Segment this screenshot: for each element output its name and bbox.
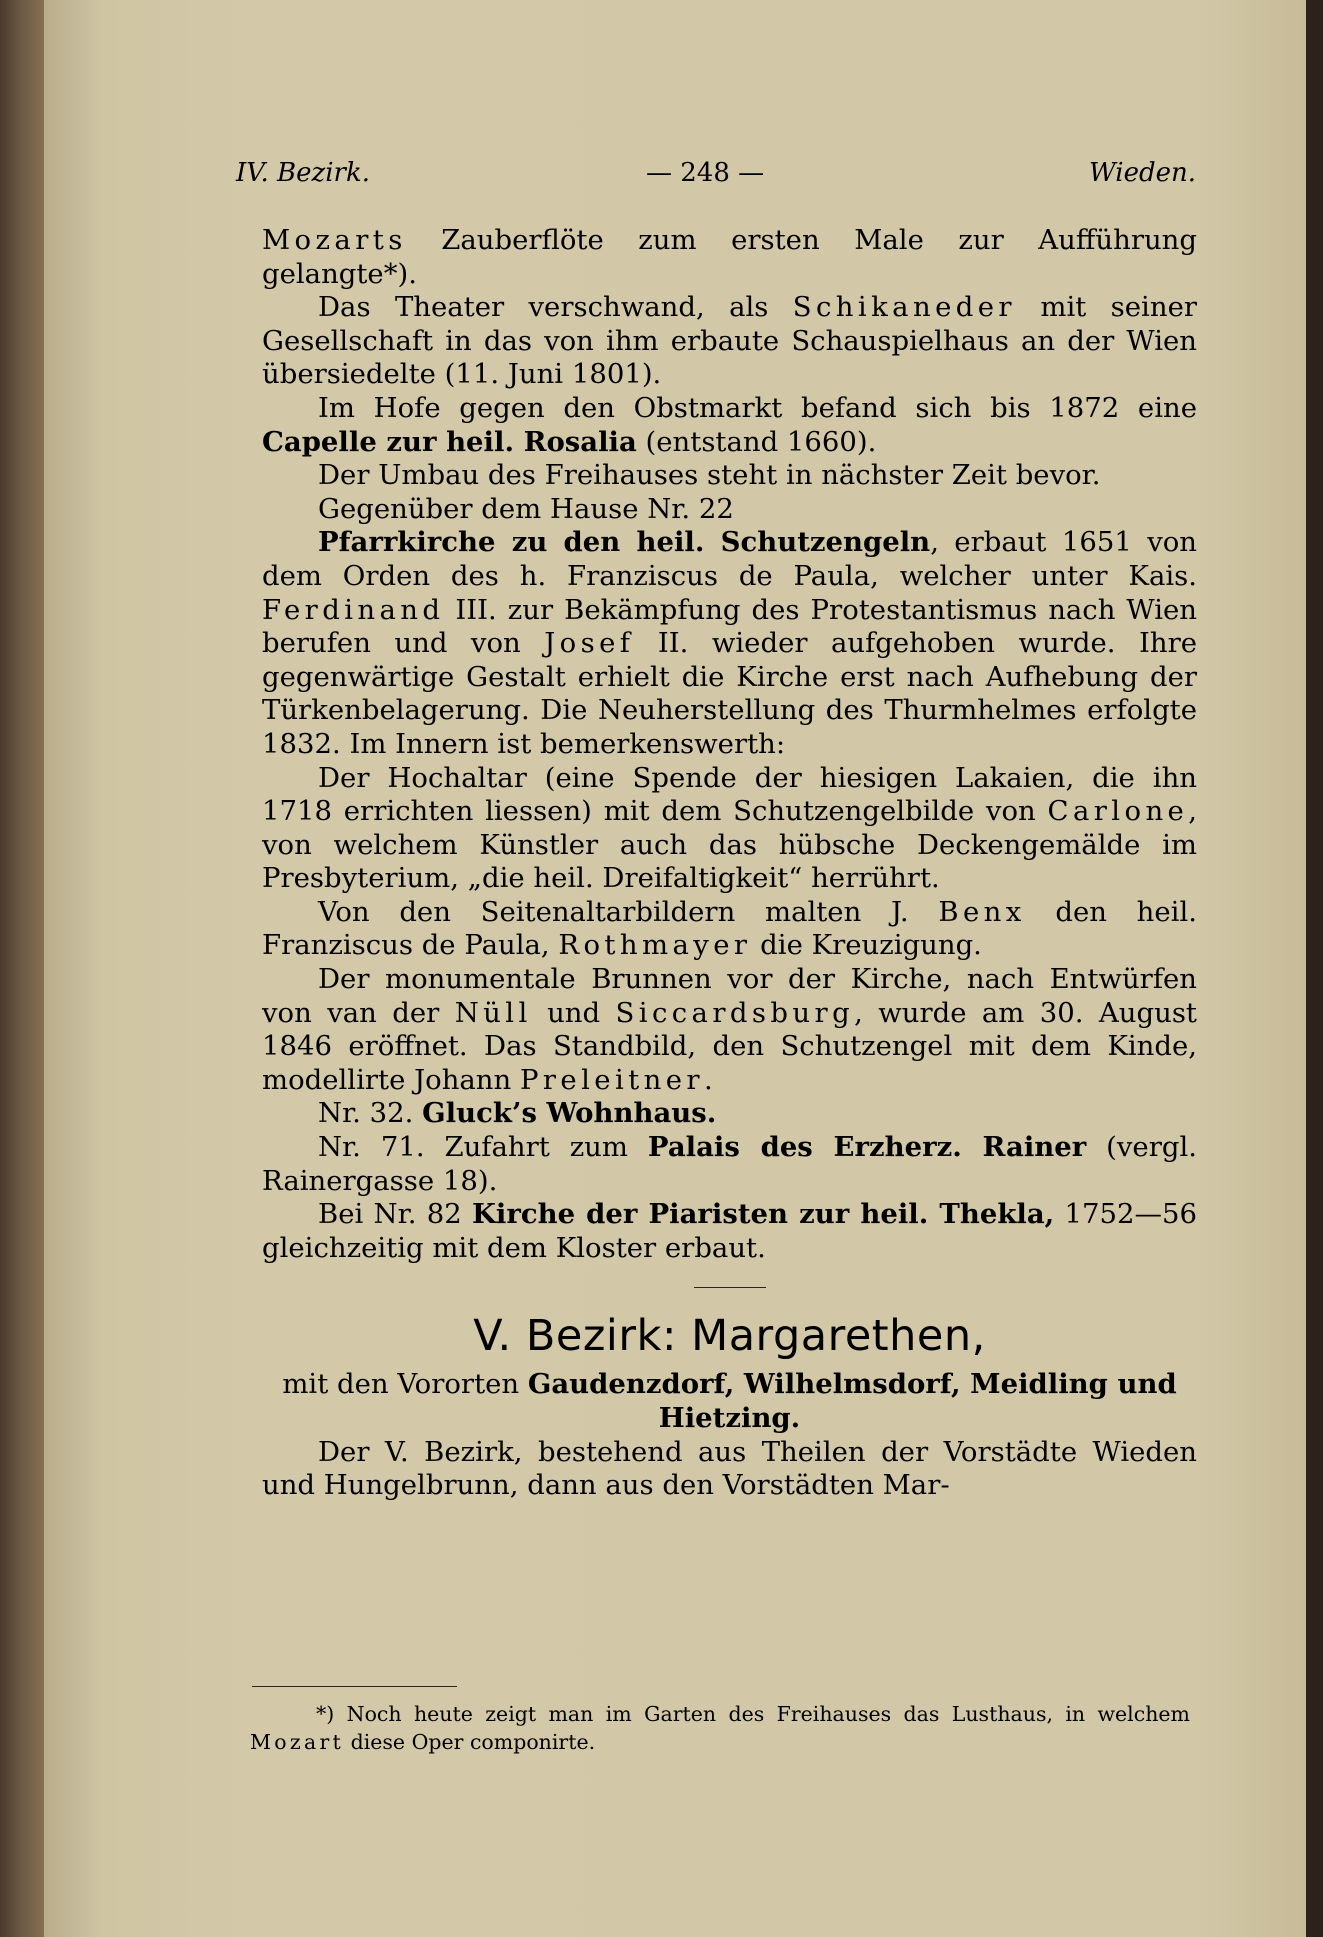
paragraph-1 [262,224,1197,291]
spaced-name: Mozart [250,1730,345,1754]
paragraph-9 [262,963,1197,1097]
spaced-name: Mozarts [262,224,407,256]
text-run: (entstand 1660). [636,425,877,458]
text-run: mit seiner Gesellschaft in das von ihm erbaute Schauspielhaus an der Wien übersiedelte (11. Juni 1801). [262,291,1197,391]
text-run: (vergl. Rainergasse 18). [262,1131,1197,1197]
header-district: IV. Bezirk. [236,158,370,188]
paragraph-12 [262,1198,1197,1265]
book-spine [0,0,48,1937]
text-run: und [531,996,616,1029]
bold-heading: Capelle zur heil. Rosalia [262,425,637,458]
paragraph-2 [262,291,1197,392]
text-run: Nr. 71. Zufahrt zum [318,1131,648,1164]
text-run: III. zur Bekämpfung des Protestantismus nach Wien berufen und von [262,593,1197,660]
text-run: , erbaut 1651 von dem Orden des h. Franziscus de Paula, welcher unter Kais. [262,526,1197,592]
spaced-name: Siccardsburg [615,996,855,1029]
footnote [250,1700,1190,1756]
body-text [262,224,1197,1503]
section-title: V. Bezirk: Margarethen, [473,1311,986,1362]
text-run: Der Hochaltar (eine Spende der hiesigen Lakaien, die ihn 1718 errichten liessen) mit dem Schutzengelbilde von [262,761,1197,828]
text-run: . [703,1063,713,1096]
text-run: , wurde am 30. August 1846 eröffnet. Das Standbild, den Schutzengel mit dem Kinde, modellirte Johann [262,996,1197,1096]
text-run: Von den Seitenaltarbildern malten J. [318,895,939,928]
bold-heading: Gluck’s Wohnhaus. [422,1097,717,1130]
paragraph-3 [262,392,1197,459]
spaced-name: Carlone [1047,795,1189,828]
spaced-name: Preleitner [519,1063,704,1096]
paragraph-6 [262,526,1197,761]
bold-heading: Palais des Erzherz. Rainer [647,1131,1087,1164]
text-run: Im Hofe gegen den Obstmarkt befand sich bis 1872 eine [318,391,1197,424]
bold-heading: Gaudenzdorf, Wilhelmsdorf, Meidling und Hietzing. [527,1368,1177,1434]
page-number: — 248 — [646,158,765,188]
spaced-name: Rothmayer [558,929,752,962]
paragraph-8 [262,896,1197,963]
page-edge [1306,0,1323,1937]
section-divider [694,1287,766,1288]
paragraph-7 [262,762,1197,896]
paragraph-4: Der Umbau des Freihauses steht in nächster Zeit bevor. [318,459,1101,492]
text-run: Bei Nr. 82 [318,1198,472,1231]
spaced-name: Nüll [454,996,532,1029]
section-subtitle [262,1368,1197,1435]
paragraph-5: Gegenüber dem Hause Nr. 22 [318,492,734,525]
text-run: Nr. 32. [318,1097,423,1130]
text-run: Der monumentale Brunnen vor der Kirche, nach Entwürfen von van der [262,963,1197,1029]
text-run: die Kreuzigung. [751,929,982,962]
text-run: mit den Vororten [282,1368,528,1401]
running-header [236,158,1196,198]
spaced-name: Josef [544,627,635,660]
text-run: 1752—56 gleichzeitig mit dem Kloster erbaut. [262,1198,1197,1264]
text-run: diese Oper componirte. [344,1730,596,1754]
section-intro: Der V. Bezirk, bestehend aus Theilen der Vorstädte Wieden und Hungelbrunn, dann aus den Vorstädten Mar- [262,1435,1197,1502]
paragraph-11 [262,1131,1197,1198]
spaced-name: Schikaneder [792,291,1016,324]
header-location: Wieden. [1088,158,1196,188]
spaced-name: Benx [938,895,1026,928]
paragraph-10 [262,1097,1197,1131]
text-run: Zauberflöte zum ersten Male zur Aufführung gelangte*). [262,224,1197,290]
text-run: *) Noch heute zeigt man im Garten des Freihauses das Lusthaus, in welchem [316,1702,1190,1726]
text-run: Das Theater verschwand, als [318,291,793,324]
text-run: den heil. Franziscus de Paula, [262,895,1198,962]
bold-heading: Kirche der Piaristen zur heil. Thekla, [472,1198,1055,1231]
text-run: , von welchem Künstler auch das hübsche Deckengemälde im Presbyterium, „die heil. Dreifaltigkeit“ herrührt. [262,795,1197,895]
footnote-rule [252,1686,457,1687]
text-run: II. wieder aufgehoben wurde. Ihre gegenwärtige Gestalt erhielt die Kirche erst nach Aufhebung der Türkenbelagerung. Die Neuherstellung des Thurmhelmes erfolgte 1832. Im Innern ist bemerkenswerth: [262,627,1198,760]
bold-heading: Pfarrkirche zu den heil. Schutzengeln [318,526,931,559]
spaced-name: Ferdinand [262,593,445,626]
